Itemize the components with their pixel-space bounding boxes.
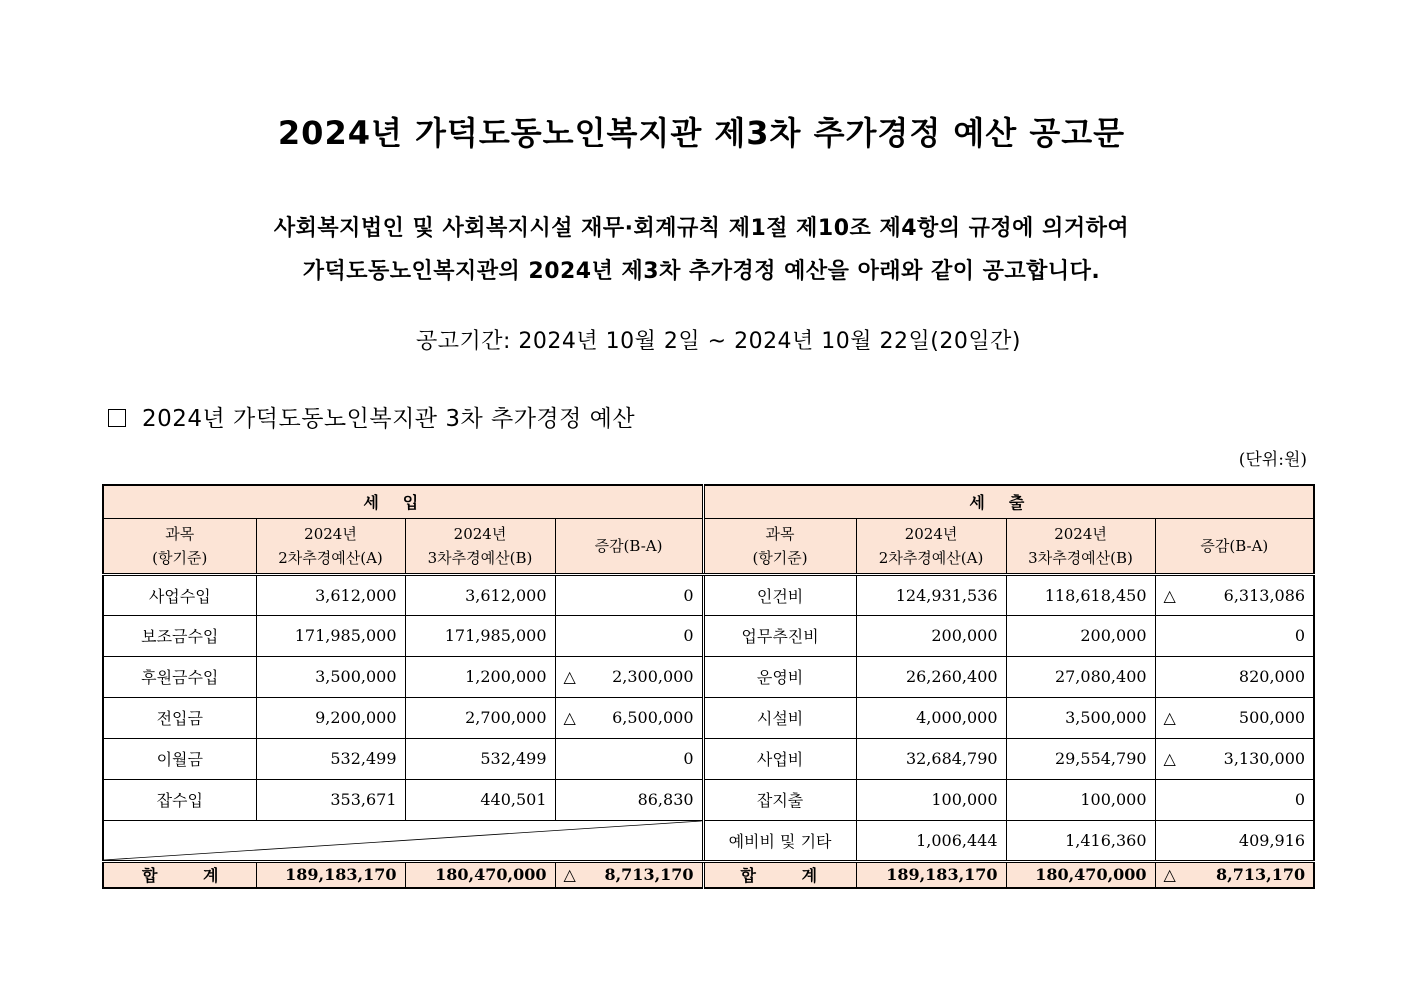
total-row bbox=[103, 861, 1314, 888]
income-item: 잡수입 bbox=[103, 779, 256, 820]
income-diff: △ 2,300,000 bbox=[555, 656, 703, 697]
income-total-diff: △ 8,713,170 bbox=[555, 861, 703, 888]
table-row bbox=[103, 738, 1314, 779]
budget-table bbox=[102, 484, 1315, 889]
income-diff: 0 bbox=[555, 738, 703, 779]
income-curr: 2,700,000 bbox=[405, 697, 555, 738]
expense-prev: 100,000 bbox=[856, 779, 1006, 820]
expense-total-label: 합 계 bbox=[703, 861, 856, 888]
expense-item: 예비비 및 기타 bbox=[703, 820, 856, 861]
intro-line-2: 가덕도동노인복지관의 2024년 제3차 추가경정 예산을 아래와 같이 공고합니다. bbox=[302, 259, 1101, 284]
expense-prev: 26,260,400 bbox=[856, 656, 1006, 697]
income-prev: 532,499 bbox=[256, 738, 405, 779]
income-diff: △ 6,500,000 bbox=[555, 697, 703, 738]
expense-header: 세출 bbox=[703, 485, 1314, 518]
expense-prev: 1,006,444 bbox=[856, 820, 1006, 861]
square-bullet-icon bbox=[108, 409, 126, 427]
income-curr: 532,499 bbox=[405, 738, 555, 779]
col-prev-budget: 2024년 2차추경예산(A) bbox=[856, 518, 1006, 574]
income-item: 보조금수입 bbox=[103, 615, 256, 656]
empty-diagonal-cell bbox=[103, 820, 703, 861]
expense-curr: 29,554,790 bbox=[1006, 738, 1155, 779]
income-total-label: 합 계 bbox=[103, 861, 256, 888]
income-curr: 171,985,000 bbox=[405, 615, 555, 656]
income-curr: 440,501 bbox=[405, 779, 555, 820]
col-curr-budget: 2024년 3차추경예산(B) bbox=[405, 518, 555, 574]
expense-item: 잡지출 bbox=[703, 779, 856, 820]
income-curr: 1,200,000 bbox=[405, 656, 555, 697]
income-prev: 3,612,000 bbox=[256, 574, 405, 615]
intro-line-1: 사회복지법인 및 사회복지시설 재무·회계규칙 제1절 제10조 제4항의 규정에 의거하여 bbox=[273, 216, 1130, 241]
expense-diff: 820,000 bbox=[1155, 656, 1314, 697]
col-curr-budget: 2024년 3차추경예산(B) bbox=[1006, 518, 1155, 574]
income-diff: 0 bbox=[555, 615, 703, 656]
income-item: 사업수입 bbox=[103, 574, 256, 615]
page-title: 2024년 가덕도동노인복지관 제3차 추가경정 예산 공고문 bbox=[277, 114, 1126, 152]
section-heading bbox=[108, 400, 635, 433]
announcement-period: 공고기간: 2024년 10월 2일 ~ 2024년 10월 22일(20일간) bbox=[416, 329, 1021, 354]
income-prev: 3,500,000 bbox=[256, 656, 405, 697]
income-diff: 0 bbox=[555, 574, 703, 615]
col-item: 과목 (항기준) bbox=[103, 518, 256, 574]
col-diff: 증감(B-A) bbox=[1155, 518, 1314, 574]
expense-total-diff: △ 8,713,170 bbox=[1155, 861, 1314, 888]
expense-diff: 0 bbox=[1155, 615, 1314, 656]
expense-item: 시설비 bbox=[703, 697, 856, 738]
expense-total-prev: 189,183,170 bbox=[856, 861, 1006, 888]
expense-curr: 100,000 bbox=[1006, 779, 1155, 820]
income-curr: 3,612,000 bbox=[405, 574, 555, 615]
expense-item: 업무추진비 bbox=[703, 615, 856, 656]
table-row bbox=[103, 820, 1314, 861]
expense-diff: △ 3,130,000 bbox=[1155, 738, 1314, 779]
table-header-row bbox=[103, 485, 1314, 518]
income-header: 세입 bbox=[103, 485, 703, 518]
expense-item: 인건비 bbox=[703, 574, 856, 615]
income-item: 전입금 bbox=[103, 697, 256, 738]
income-diff: 86,830 bbox=[555, 779, 703, 820]
expense-prev: 124,931,536 bbox=[856, 574, 1006, 615]
col-diff: 증감(B-A) bbox=[555, 518, 703, 574]
table-row bbox=[103, 779, 1314, 820]
section-title: 2024년 가덕도동노인복지관 3차 추가경정 예산 bbox=[142, 406, 636, 432]
expense-prev: 200,000 bbox=[856, 615, 1006, 656]
expense-curr: 3,500,000 bbox=[1006, 697, 1155, 738]
column-header-row bbox=[103, 518, 1314, 574]
income-total-prev: 189,183,170 bbox=[256, 861, 405, 888]
table-row bbox=[103, 697, 1314, 738]
unit-label: (단위:원) bbox=[1238, 450, 1307, 470]
expense-curr: 1,416,360 bbox=[1006, 820, 1155, 861]
income-prev: 171,985,000 bbox=[256, 615, 405, 656]
expense-item: 사업비 bbox=[703, 738, 856, 779]
income-prev: 353,671 bbox=[256, 779, 405, 820]
expense-curr: 200,000 bbox=[1006, 615, 1155, 656]
col-prev-budget: 2024년 2차추경예산(A) bbox=[256, 518, 405, 574]
expense-diff: △ 500,000 bbox=[1155, 697, 1314, 738]
income-total-curr: 180,470,000 bbox=[405, 861, 555, 888]
income-item: 이월금 bbox=[103, 738, 256, 779]
expense-diff: △ 6,313,086 bbox=[1155, 574, 1314, 615]
expense-prev: 4,000,000 bbox=[856, 697, 1006, 738]
table-row bbox=[103, 615, 1314, 656]
income-item: 후원금수입 bbox=[103, 656, 256, 697]
expense-curr: 118,618,450 bbox=[1006, 574, 1155, 615]
expense-prev: 32,684,790 bbox=[856, 738, 1006, 779]
diagonal-line bbox=[104, 821, 702, 860]
expense-item: 운영비 bbox=[703, 656, 856, 697]
table-row bbox=[103, 574, 1314, 615]
expense-total-curr: 180,470,000 bbox=[1006, 861, 1155, 888]
expense-curr: 27,080,400 bbox=[1006, 656, 1155, 697]
table-row bbox=[103, 656, 1314, 697]
col-item: 과목 (항기준) bbox=[703, 518, 856, 574]
expense-diff: 0 bbox=[1155, 779, 1314, 820]
income-prev: 9,200,000 bbox=[256, 697, 405, 738]
expense-diff: 409,916 bbox=[1155, 820, 1314, 861]
